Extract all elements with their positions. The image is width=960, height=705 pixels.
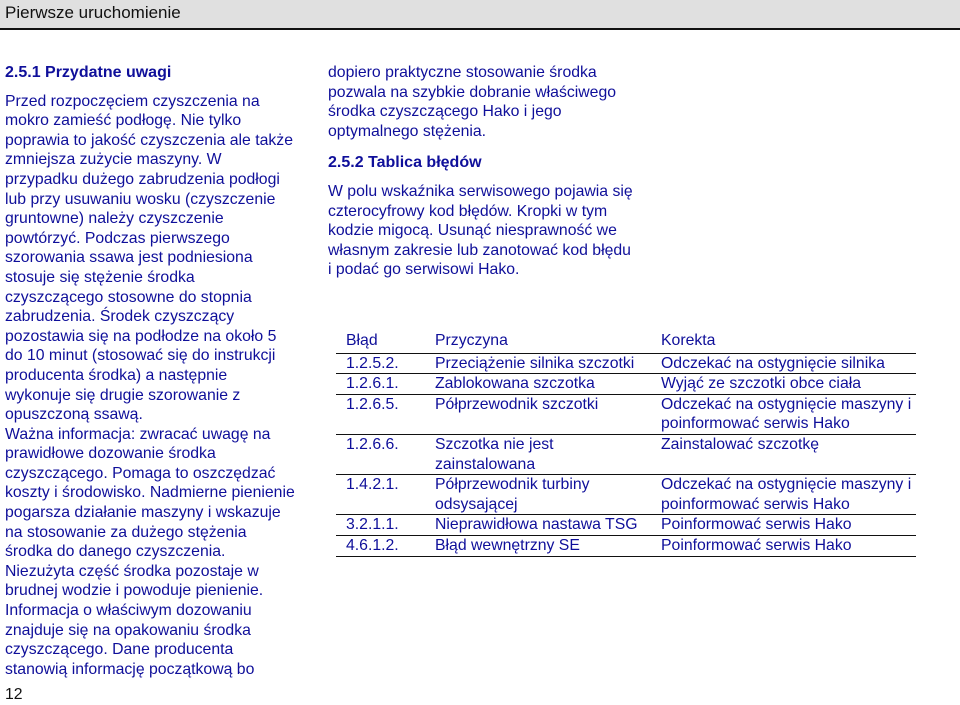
error-code: 1.2.6.5. — [346, 395, 399, 413]
error-code: 3.2.1.1. — [346, 516, 399, 534]
error-cause: Przeciążenie silnika szczotki — [435, 354, 635, 372]
paragraph-error-info: W polu wskaźnika serwisowego pojawia się czterocyfrowy kod błędów. Kropki w tym kodzie migocą. Usunąć niesprawność we własnym zakresie lub zanotować kod błędu i podać go serwisowi Hako. — [328, 182, 633, 279]
page-number: 12 — [5, 686, 23, 703]
table-row — [336, 434, 916, 474]
paragraph-continuation: dopiero praktyczne stosowanie środka pozwala na szybkie dobranie właściwego środka czyszczącego Hako i jego optymalnego stężenia. — [328, 64, 617, 140]
error-cause: Szczotka nie jest zainstalowana — [435, 435, 554, 473]
table-row — [336, 374, 916, 395]
error-cause: Nieprawidłowa nastawa TSG — [435, 516, 638, 534]
error-fix: Odczekać na ostygnięcie silnika — [661, 354, 885, 372]
right-column — [328, 63, 638, 280]
error-fix: Wyjąć ze szczotki obce ciała — [661, 375, 862, 393]
error-code: 1.4.2.1. — [346, 476, 399, 494]
column-header-fix: Korekta — [661, 332, 716, 349]
table-row — [336, 535, 916, 556]
error-cause: Błąd wewnętrzny SE — [435, 536, 580, 554]
error-cause: Zablokowana szczotka — [435, 375, 595, 393]
error-fix: Poinformować serwis Hako — [661, 536, 852, 554]
table-row — [336, 475, 916, 515]
error-code: 1.2.5.2. — [346, 354, 399, 372]
error-fix: Zainstalować szczotkę — [661, 435, 820, 453]
section-heading-useful-notes: 2.5.1 Przydatne uwagi — [5, 64, 172, 81]
header-bar — [0, 0, 960, 30]
paragraph-cleaning-instructions: Przed rozpoczęciem czyszczenia na mokro zamieść podłogę. Nie tylko poprawia to jakość czyszczenia ale także zmniejsza zużycie maszyny. W przypadku dużego zabrudzenia podłogi lub przy usuwaniu wosku (czyszczenie gruntowne) należy czyszczenie powtórzyć. Podczas pierwszego szorowania ssawa jest podniesiona stosuje się stężenie środka czyszczącego stosowne do stopnia zabrudzenia. Środek czyszczący pozostawia się na podłodze na około 5 do 10 minut (stosować się do instrukcji producenta środka) a następnie wykonuje się drugie szorowanie z opuszczoną ssawą. — [5, 92, 293, 424]
error-code: 4.6.1.2. — [346, 536, 399, 554]
section-heading-error-table: 2.5.2 Tablica błędów — [328, 154, 482, 172]
error-code: 1.2.6.1. — [346, 375, 399, 393]
error-cause: Półprzewodnik turbiny odsysającej — [435, 476, 590, 513]
error-table — [336, 330, 916, 557]
error-code: 1.2.6.6. — [346, 435, 399, 453]
error-fix: Odczekać na ostygnięcie maszyny i poinformować serwis Hako — [661, 476, 912, 513]
column-header-cause: Przyczyna — [435, 332, 508, 349]
table-row — [336, 515, 916, 536]
left-column — [5, 63, 297, 679]
error-fix: Odczekać na ostygnięcie maszyny i poinformować serwis Hako — [661, 395, 912, 433]
error-fix: Poinformować serwis Hako — [661, 516, 852, 534]
paragraph-dosing-info: Ważna informacja: zwracać uwagę na prawidłowe dozowanie środka czyszczącego. Pomaga to oszczędzać koszty i środowisko. Nadmierne pienienie pogarsza działanie maszyny i wskazuje na stosowanie za dużego stężenia środka do danego czyszczenia. Niezużyta część środka pozostaje w brudnej wodzie i powoduje pienienie. Informacja o właściwym dozowaniu znajduje się na opakowaniu środka czyszczącego. Dane producenta stanowią informację początkową bo — [5, 425, 295, 678]
table-header-row — [336, 330, 916, 353]
table-row — [336, 394, 916, 434]
page-title: Pierwsze uruchomienie — [5, 3, 181, 22]
table-row — [336, 353, 916, 374]
column-header-error: Błąd — [346, 332, 378, 349]
error-cause: Półprzewodnik szczotki — [435, 395, 599, 413]
